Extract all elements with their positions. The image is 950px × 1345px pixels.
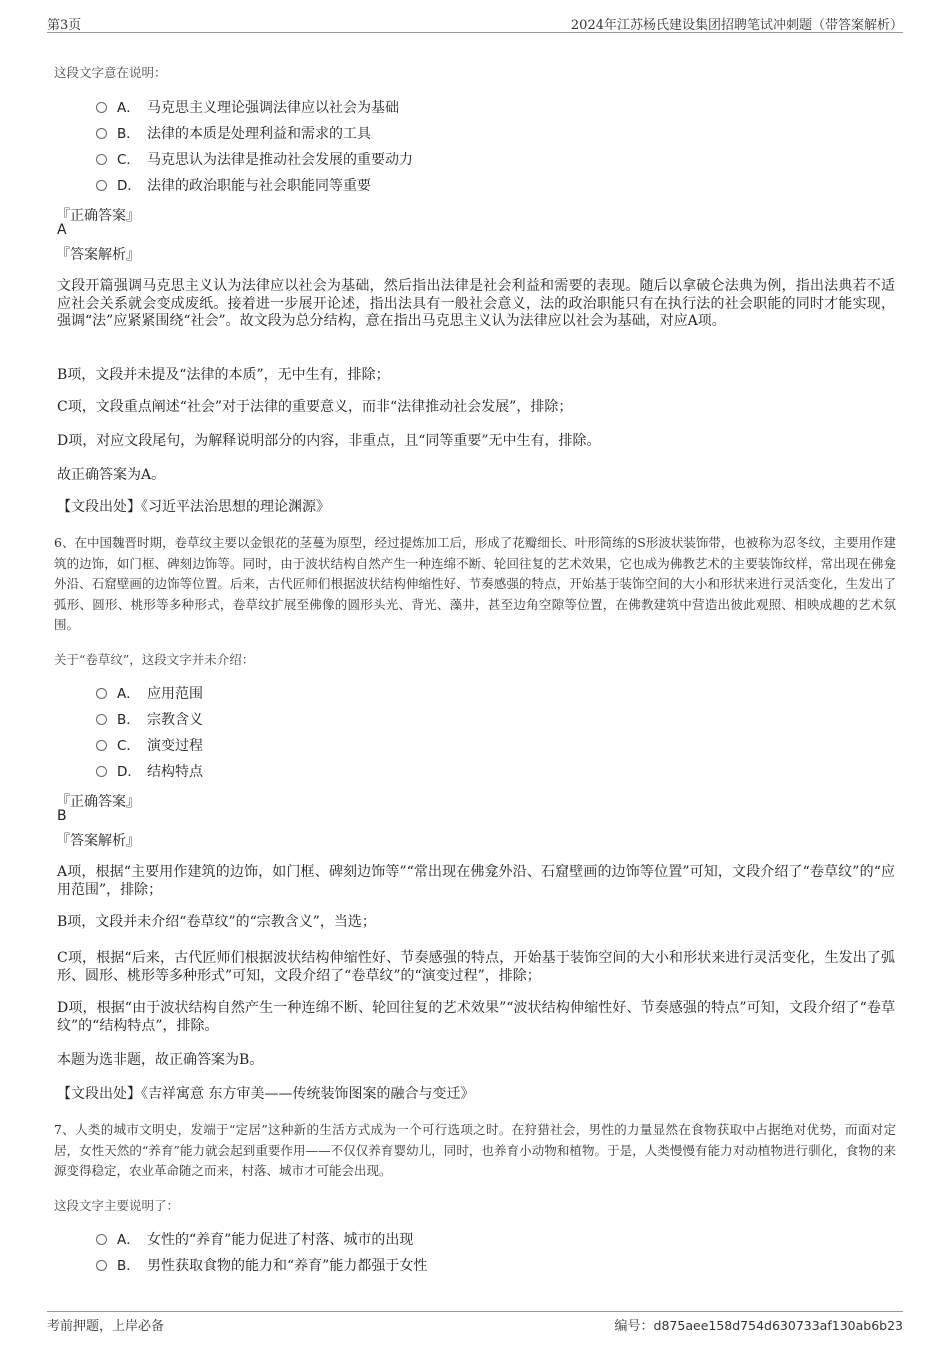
footer-slogan: 考前押题，上岸必备 [47, 1319, 165, 1334]
q6-option-c[interactable]: C． 演变过程 [96, 736, 203, 756]
radio-icon[interactable] [96, 1260, 107, 1271]
radio-icon[interactable] [96, 714, 107, 725]
q6-analysis-label: 『答案解析』 [56, 833, 140, 849]
q5-analysis-paragraph: D项，对应文段尾句，为解释说明部分的内容，非重点，且“同等重要”无中生有，排除。 [57, 433, 601, 449]
q7-question-text: 7、人类的城市文明史，发端于“定居”这种新的生活方式成为一个可行选项之时。在狩猎社会，男性的力量显然在食物获取中占据绝对优势，而面对定居，女性天然的“养育”能力就会起到重要作用——不仅仅养育婴幼儿，同时，也养育小动物和植物。于是，人类慢慢有能力对动植物进行驯化，食物的来源变得稳定，农业革命随之而来，村落、城市才可能会出现。 [54, 1122, 896, 1178]
q7-prompt: 这段文字主要说明了： [54, 1198, 180, 1213]
q6-option-d[interactable]: D． 结构特点 [96, 762, 203, 782]
document-id: 编号：d875aee158d754d630733af130ab6b23 [614, 1318, 903, 1334]
q6-analysis-paragraph: D项，根据“由于波状结构自然产生一种连绵不断、轮回往复的艺术效果”“波状结构伸缩性好、节奏感强的特点”可知，文段介绍了“卷草纹”的“结构特点”，排除。 [57, 1000, 895, 1034]
document-title: 2024年江苏杨氏建设集团招聘笔试冲刺题（带答案解析） [570, 18, 903, 33]
q5-option-d[interactable]: D． 法律的政治职能与社会职能同等重要 [96, 176, 371, 196]
q5-analysis-paragraph: 故正确答案为A。 [57, 467, 166, 483]
radio-icon[interactable] [96, 740, 107, 751]
q6-option-a[interactable]: A． 应用范围 [96, 684, 203, 704]
q5-analysis-paragraph: B项，文段并未提及“法律的本质”，无中生有，排除； [57, 367, 390, 383]
q6-option-b[interactable]: B． 宗教含义 [96, 710, 203, 730]
page-footer [47, 1311, 903, 1332]
q5-source: 【文段出处】《习近平法治思想的理论渊源》 [57, 499, 330, 515]
page-header [47, 12, 903, 33]
radio-icon[interactable] [96, 128, 107, 139]
q6-source: 【文段出处】《吉祥寓意 东方审美——传统装饰图案的融合与变迁》 [57, 1086, 475, 1102]
q5-option-b[interactable]: B． 法律的本质是处理利益和需求的工具 [96, 124, 371, 144]
q6-answer: B [57, 808, 67, 824]
q6-analysis-paragraph: 本题为选非题，故正确答案为B。 [57, 1052, 264, 1068]
q5-option-c[interactable]: C． 马克思认为法律是推动社会发展的重要动力 [96, 150, 413, 170]
page-number: 第3页 [47, 18, 82, 33]
radio-icon[interactable] [96, 180, 107, 191]
q5-option-a[interactable]: A． 马克思主义理论强调法律应以社会为基础 [96, 98, 399, 118]
q6-prompt: 关于“卷草纹”，这段文字并未介绍： [54, 652, 255, 667]
radio-icon[interactable] [96, 688, 107, 699]
q5-analysis-paragraph: C项，文段重点阐述“社会”对于法律的重要意义，而非“法律推动社会发展”，排除； [57, 399, 573, 415]
radio-icon[interactable] [96, 1234, 107, 1245]
q5-analysis-label: 『答案解析』 [56, 247, 140, 263]
q7-option-a[interactable]: A． 女性的“养育”能力促进了村落、城市的出现 [96, 1230, 413, 1250]
q6-analysis-paragraph: B项，文段并未介绍“卷草纹”的“宗教含义”，当选； [57, 914, 376, 930]
q5-answer: A [57, 222, 67, 238]
q6-analysis-paragraph: C项，根据“后来，古代匠师们根据波状结构伸缩性好、节奏感强的特点，开始基于装饰空间的大小和形状来进行灵活变化，生发出了弧形、圆形、桃形等多种形式”可知，文段介绍了“卷草纹”的“演变过程”，排除； [57, 950, 895, 984]
q7-option-b[interactable]: B． 男性获取食物的能力和“养育”能力都强于女性 [96, 1256, 427, 1276]
radio-icon[interactable] [96, 102, 107, 113]
q5-analysis-paragraph: 文段开篇强调马克思主义认为法律应以社会为基础，然后指出法律是社会利益和需要的表现。随后以拿破仑法典为例，指出法典若不适应社会关系就会变成废纸。接着进一步展开论述，指出法具有一般社会意义，法的政治职能只有在执行法的社会职能的同时才能实现，强调“法”应紧紧围绕“社会”。故文段为总分结构，意在指出马克思主义认为法律应以社会为基础，对应A项。 [57, 278, 895, 329]
q6-analysis-paragraph: A项，根据“主要用作建筑的边饰，如门框、碑刻边饰等”“常出现在佛龛外沿、石窟壁画的边饰等位置”可知，文段介绍了“卷草纹”的“应用范围”，排除； [57, 864, 895, 898]
q6-answer-label: 『正确答案』 [56, 794, 140, 810]
q5-answer-label: 『正确答案』 [56, 208, 140, 224]
q5-prompt: 这段文字意在说明： [54, 65, 167, 80]
radio-icon[interactable] [96, 154, 107, 165]
radio-icon[interactable] [96, 766, 107, 777]
q6-question-text: 6、在中国魏晋时期，卷草纹主要以金银花的茎蔓为原型，经过提炼加工后，形成了花瓣细长、叶形简练的S形波状装饰带，也被称为忍冬纹，主要用作建筑的边饰，如门框、碑刻边饰等。同时，由于波状结构自然产生一种连绵不断、轮回往复的艺术效果，它也成为佛教艺术的主要装饰纹样，常出现在佛龛外沿、石窟壁画的边饰等位置。后来，古代匠师们根据波状结构伸缩性好、节奏感强的特点，开始基于装饰空间的大小和形状来进行灵活变化，生发出了弧形、圆形、桃形等多种形式，卷草纹扩展至佛像的圆形头光、背光、藻井，甚至边角空隙等位置，在佛教建筑中营造出彼此观照、相映成趣的艺术氛围。 [54, 535, 896, 632]
